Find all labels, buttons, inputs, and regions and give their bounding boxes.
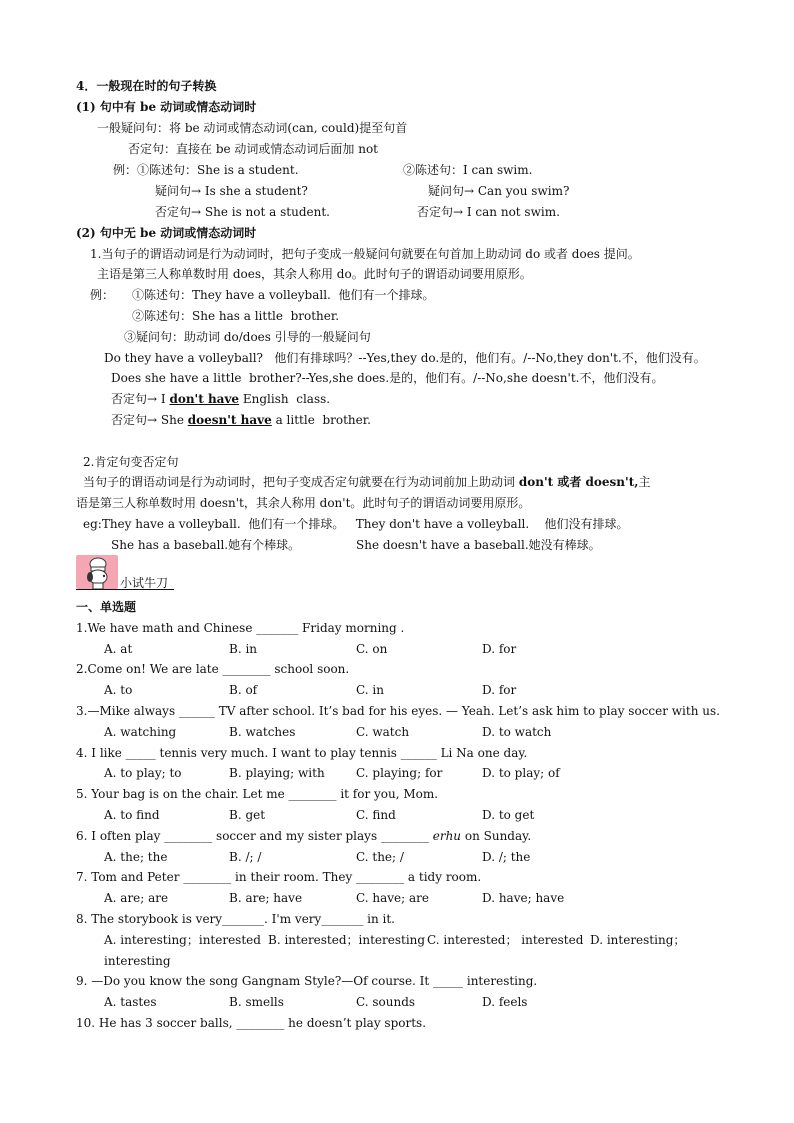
q7-option-d[interactable]: D. have; have <box>482 891 565 905</box>
q7-option-a[interactable]: A. are; are <box>104 891 169 905</box>
q3-option-a[interactable]: A. watching <box>104 725 177 739</box>
q8-option-d-continued: interesting <box>104 954 171 968</box>
negative-example1 <box>111 391 330 407</box>
part3-rule-bold: don't 或者 doesn't, <box>518 475 639 489</box>
q9-option-d[interactable]: D. feels <box>482 995 528 1009</box>
question-6-post: on Sunday. <box>461 829 532 843</box>
question-rule: 一般疑问句：将 be 动词或情态动词(can, could)提至句首 <box>97 121 408 135</box>
q8-option-c[interactable]: C. interested； interested <box>427 933 584 947</box>
part3-title: 2.肯定句变否定句 <box>83 455 179 469</box>
q4-option-b[interactable]: B. playing; with <box>229 766 325 780</box>
example2-statement: ②陈述句：I can swim. <box>403 163 533 177</box>
q1-option-c[interactable]: C. on <box>356 642 388 656</box>
q4-option-c[interactable]: C. playing; for <box>356 766 443 780</box>
part2-rule-line2: 主语是第三人称单数时用 does，其余人称用 do。此时句子的谓语动词要用原形。 <box>97 267 532 281</box>
question-1: 1.We have math and Chinese _______ Friday morning . <box>76 621 405 635</box>
question-2: 2.Come on! We are late ________ school soon. <box>76 662 350 676</box>
q2-option-d[interactable]: D. for <box>482 683 517 697</box>
q5-option-b[interactable]: B. get <box>229 808 266 822</box>
q8-option-d[interactable]: D. interesting； <box>590 933 686 947</box>
part2-example3: ③疑问句：助动词 do/does 引导的一般疑问句 <box>124 330 371 344</box>
part2-title: (2) 句中无 be 动词或情态动词时 <box>76 226 257 240</box>
example2-question: 疑问句→ Can you swim? <box>428 184 570 198</box>
example1-negative: 否定句→ She is not a student. <box>155 205 330 219</box>
question-6-pre: 6. I often play ________ soccer and my sister plays ________ <box>76 829 433 843</box>
q4-option-a[interactable]: A. to play; to <box>104 766 182 780</box>
question-7: 7. Tom and Peter ________ in their room. They ________ a tidy room. <box>76 870 482 884</box>
question-4: 4. I like _____ tennis very much. I want to play tennis ______ Li Na one day. <box>76 746 528 760</box>
question-3: 3.—Mike always ______ TV after school. It’s bad for his eyes. — Yeah. Let’s ask him to play soccer with us. <box>76 704 720 718</box>
negative-example1-post: English class. <box>239 392 331 406</box>
part2-answer2: Does she have a little brother?--Yes,she does.是的，他们有。/--No,she doesn't.不，他们没有。 <box>111 371 664 385</box>
q6-option-a[interactable]: A. the; the <box>104 850 168 864</box>
q5-option-a[interactable]: A. to find <box>104 808 160 822</box>
q9-option-b[interactable]: B. smells <box>229 995 284 1009</box>
q3-option-c[interactable]: C. watch <box>356 725 410 739</box>
q1-option-d[interactable]: D. for <box>482 642 517 656</box>
q3-option-b[interactable]: B. watches <box>229 725 296 739</box>
negative-example2 <box>111 412 371 428</box>
question-8: 8. The storybook is very_______. I'm very_______ in it. <box>76 912 395 926</box>
part3-rule-line1 <box>83 474 650 490</box>
chef-dog-icon <box>76 555 118 589</box>
q9-option-a[interactable]: A. tastes <box>104 995 157 1009</box>
question-6-italic: erhu <box>432 829 462 843</box>
negative-example2-pre: 否定句→ She <box>111 413 188 427</box>
part1-title: (1) 句中有 be 动词或情态动词时 <box>76 100 257 114</box>
question-10: 10. He has 3 soccer balls, ________ he doesn’t play sports. <box>76 1016 427 1030</box>
q9-option-c[interactable]: C. sounds <box>356 995 416 1009</box>
q1-option-b[interactable]: B. in <box>229 642 258 656</box>
question-6 <box>76 828 531 844</box>
question-9: 9. —Do you know the song Gangnam Style?—Of course. It _____ interesting. <box>76 974 538 988</box>
q2-option-c[interactable]: C. in <box>356 683 384 697</box>
q7-option-c[interactable]: C. have; are <box>356 891 429 905</box>
q2-option-b[interactable]: B. of <box>229 683 258 697</box>
part3-example2b: She doesn't have a baseball.她没有棒球。 <box>356 538 601 552</box>
part3-rule-pre: 当句子的谓语动词是行为动词时，把句子变成否定句就要在行为动词前加上助动词 <box>83 475 519 489</box>
part2-rule-line1: 1.当句子的谓语动词是行为动词时，把句子变成一般疑问句就要在句首加上助动词 do 或者 does 提问。 <box>90 247 640 261</box>
q4-option-d[interactable]: D. to play; of <box>482 766 560 780</box>
part3-example2a: She has a baseball.她有个棒球。 <box>111 538 301 552</box>
negative-example2-post: a little brother. <box>271 413 371 427</box>
part2-answer1: Do they have a volleyball? 他们有排球吗？--Yes,they do.是的，他们有。/--No,they don't.不，他们没有。 <box>104 351 706 365</box>
q6-option-c[interactable]: C. the; / <box>356 850 404 864</box>
example2-negative: 否定句→ I can not swim. <box>417 205 560 219</box>
example1-statement: 例：①陈述句：She is a student. <box>113 163 299 177</box>
section-title: 4．一般现在时的句子转换 <box>76 79 217 93</box>
q3-option-d[interactable]: D. to watch <box>482 725 552 739</box>
part2-example2: ②陈述句：She has a little brother. <box>132 309 340 323</box>
q8-option-b[interactable]: B. interested；interesting <box>268 933 426 947</box>
q2-option-a[interactable]: A. to <box>104 683 133 697</box>
q7-option-b[interactable]: B. are; have <box>229 891 303 905</box>
part2-example-label: 例： <box>90 288 115 302</box>
practice-section-title: 一、单选题 <box>76 600 137 614</box>
q5-option-c[interactable]: C. find <box>356 808 396 822</box>
q6-option-b[interactable]: B. /; / <box>229 850 262 864</box>
header-divider <box>76 589 174 590</box>
part3-rule-post: 主 <box>638 475 651 489</box>
question-5: 5. Your bag is on the chair. Let me ________ it for you, Mom. <box>76 787 439 801</box>
practice-header: 小试牛刀 <box>120 576 169 590</box>
negative-example2-bold: doesn't have <box>187 413 272 427</box>
example1-question: 疑问句→ Is she a student? <box>155 184 308 198</box>
q8-option-a[interactable]: A. interesting；interested <box>104 933 261 947</box>
q5-option-d[interactable]: D. to get <box>482 808 535 822</box>
part3-rule-line2: 语是第三人称单数时用 doesn't，其余人称用 don't。此时句子的谓语动词要用原形。 <box>76 496 531 510</box>
part2-example1: ①陈述句：They have a volleyball. 他们有一个排球。 <box>132 288 435 302</box>
negative-rule: 否定句：直接在 be 动词或情态动词后面加 not <box>128 142 379 156</box>
q1-option-a[interactable]: A. at <box>104 642 133 656</box>
negative-example1-pre: 否定句→ I <box>111 392 170 406</box>
negative-example1-bold: don't have <box>169 392 240 406</box>
q6-option-d[interactable]: D. /; the <box>482 850 531 864</box>
part3-example1: eg:They have a volleyball. 他们有一个排球。 They don't have a volleyball. 他们没有排球。 <box>83 517 629 531</box>
